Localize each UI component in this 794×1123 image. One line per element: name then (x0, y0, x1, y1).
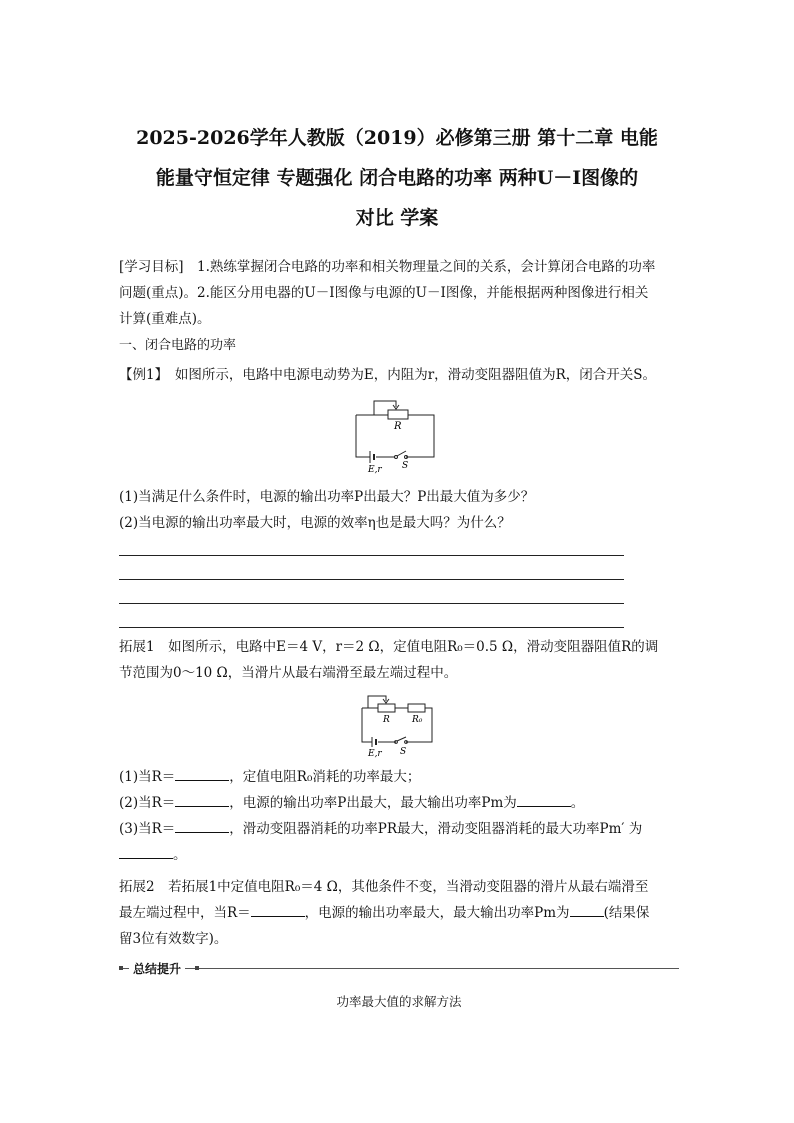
q2-middle: ，电源的输出功率P出最大，最大输出功率Pm为 (229, 795, 517, 811)
extension-1-question-2 (119, 790, 679, 816)
answer-blank[interactable] (175, 818, 229, 833)
objectives-line-1: [学习目标] 1.熟练掌握闭合电路的功率和相关物理量之间的关系，会计算闭合电路的功率 (119, 259, 656, 275)
q3-middle: ，滑动变阻器消耗的功率PR最大，滑动变阻器消耗的最大功率Pm′ 为 (229, 821, 643, 837)
answer-blank[interactable] (570, 902, 604, 917)
q1-suffix: ，定值电阻R₀消耗的功率最大； (229, 769, 421, 785)
extension-1-question-1 (119, 764, 679, 790)
title-line-3: 对比 学案 (355, 207, 439, 229)
extension-1-line-2: 节范围为0～10 Ω，当滑片从最右端滑至最左端过程中。 (119, 665, 458, 681)
answer-line (119, 603, 624, 604)
extension-2-line-1: 拓展2 若拓展1中定值电阻R₀＝4 Ω，其他条件不变，当滑动变阻器的滑片从最右端滑至 (119, 879, 649, 895)
title-line-1: 2025-2026学年人教版（2019）必修第三册 第十二章 电能 (136, 127, 658, 149)
circuit2-label-er: E,r (368, 749, 382, 759)
circuit-diagram-2 (356, 690, 446, 760)
extension-2-line-3: 留3位有效数字)。 (119, 931, 228, 947)
ext2-middle: ，电源的输出功率最大，最大输出功率Pm为 (304, 905, 570, 921)
circuit1-label-s: S (402, 461, 409, 471)
answer-line (119, 555, 624, 556)
example-1-question-1: (1)当满足什么条件时，电源的输出功率P出最大？P出最大值为多少？ (119, 489, 535, 505)
title-line-2: 能量守恒定律 专题强化 闭合电路的功率 两种U－I图像的 (155, 167, 639, 189)
objectives-line-3: 计算(重难点)。 (119, 311, 211, 327)
answer-blank[interactable] (517, 792, 571, 807)
circuit-diagram-1 (350, 393, 450, 475)
example-1-question-2: (2)当电源的输出功率最大时，电源的效率η也是最大吗？为什么？ (119, 515, 511, 531)
ext2-suffix: (结果保 (603, 905, 650, 921)
extension-1-line-1: 拓展1 如图所示，电路中E＝4 V，r＝2 Ω，定值电阻R₀＝0.5 Ω，滑动变阻器阻值R的调 (119, 639, 659, 655)
bullet-square-icon (195, 966, 199, 970)
q1-prefix: (1)当R＝ (119, 769, 176, 785)
answer-line (119, 627, 624, 628)
answer-blank[interactable] (175, 766, 229, 781)
q2-prefix: (2)当R＝ (119, 795, 176, 811)
summary-title: 功率最大值的求解方法 (336, 994, 462, 1009)
answer-blank[interactable] (175, 792, 229, 807)
answer-blank[interactable] (251, 902, 305, 917)
document-title (110, 118, 684, 238)
answer-line (119, 579, 624, 580)
extension-1-question-3-cont (119, 842, 679, 868)
ext2-prefix: 最左端过程中，当R＝ (119, 905, 251, 921)
answer-blank[interactable] (119, 844, 173, 859)
circuit2-label-r: R (383, 715, 390, 725)
q2-suffix: 。 (570, 795, 585, 811)
summary-label: 总结提升 (129, 960, 185, 977)
divider-rule (119, 968, 679, 969)
circuit2-label-s: S (400, 747, 407, 757)
summary-divider (119, 962, 679, 978)
example-1-text: 【例1】 如图所示，电路中电源电动势为E，内阻为r，滑动变阻器阻值为R，闭合开关S。 (119, 367, 657, 383)
circuit2-label-r0: R₀ (412, 715, 423, 725)
section-heading: 一、闭合电路的功率 (119, 338, 237, 353)
q3-prefix: (3)当R＝ (119, 821, 176, 837)
extension-1-question-3 (119, 816, 679, 842)
circuit1-label-er: E,r (368, 465, 382, 475)
objectives-line-2: 问题(重点)。2.能区分用电器的U－I图像与电源的U－I图像，并能根据两种图像进行相关 (119, 285, 649, 301)
q3-suffix: 。 (173, 847, 187, 863)
bullet-square-icon (119, 966, 123, 970)
extension-2-line-2 (119, 900, 679, 926)
circuit1-label-r: R (394, 421, 402, 432)
